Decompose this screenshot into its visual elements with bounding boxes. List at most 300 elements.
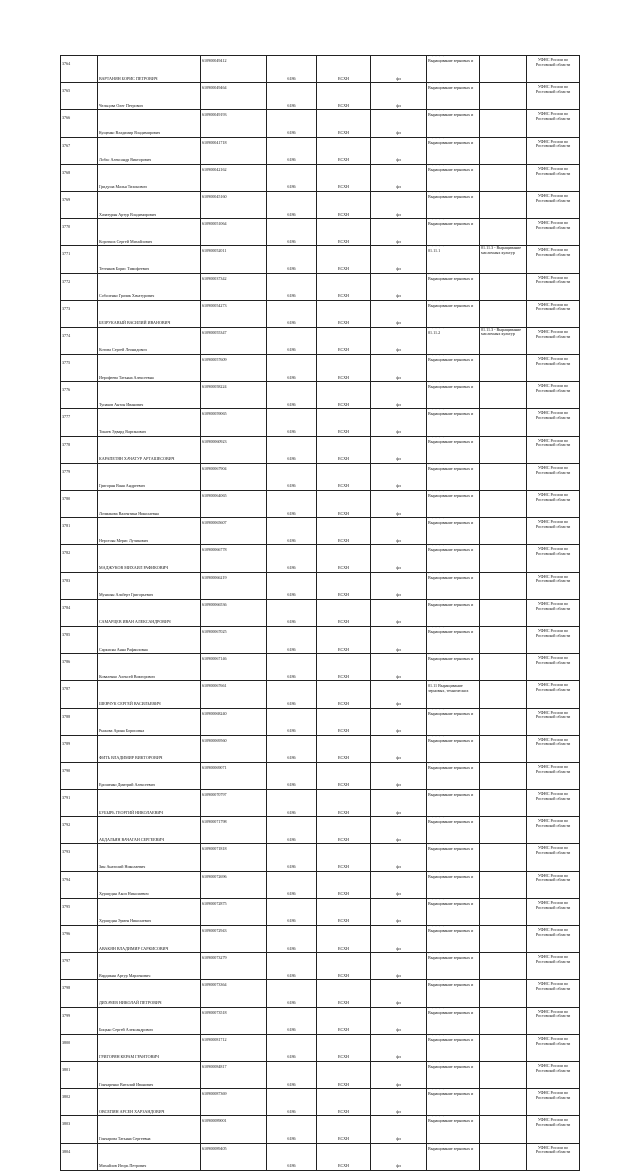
row-number-text: 3778 xyxy=(62,441,71,447)
table-row xyxy=(61,599,580,626)
person-name xyxy=(98,300,201,327)
tax-authority xyxy=(527,572,580,599)
person-name-text: КАРАПЕТЯН ХАЧАТУР АРТАШЕСОВИЧ xyxy=(99,456,175,462)
legal-form xyxy=(371,382,427,409)
tax-authority xyxy=(527,681,580,708)
activity-description-text: Выращивание зерновых и xyxy=(428,112,474,118)
activity-description-text: Выращивание зерновых и xyxy=(428,438,474,444)
person-name xyxy=(98,844,201,871)
person-name xyxy=(98,926,201,953)
tax-regime xyxy=(317,382,371,409)
okved-code-text: 6186 xyxy=(287,1108,296,1114)
row-number-text: 3783 xyxy=(62,577,71,583)
tax-regime-text: ЕСХН xyxy=(337,592,350,598)
activity-description-text: Выращивание зерновых и xyxy=(428,193,474,199)
inn-number xyxy=(201,491,267,518)
row-number-text: 3803 xyxy=(62,1121,71,1127)
row-number xyxy=(61,246,98,273)
inn-number xyxy=(201,273,267,300)
activity-description xyxy=(427,1089,480,1116)
row-number-text: 3785 xyxy=(62,631,71,637)
okved-code xyxy=(267,518,317,545)
additional-activity xyxy=(480,436,527,463)
activity-description-text: Выращивание зерновых и xyxy=(428,384,474,390)
tax-regime-text: ЕСХН xyxy=(337,1027,350,1033)
inn-number-text: 610900081712 xyxy=(202,1036,227,1042)
inn-number xyxy=(201,735,267,762)
legal-form-text: фл xyxy=(396,564,401,570)
tax-regime-text: ЕСХН xyxy=(337,102,350,108)
table-row xyxy=(61,436,580,463)
person-name xyxy=(98,626,201,653)
table-row xyxy=(61,545,580,572)
inn-number xyxy=(201,1007,267,1034)
row-number xyxy=(61,844,98,871)
person-name xyxy=(98,1061,201,1088)
person-name-text: Рыжова Арина Борисовна xyxy=(99,728,145,734)
table-row xyxy=(61,790,580,817)
inn-number-text: 610900049193 xyxy=(202,112,227,118)
tax-authority xyxy=(527,762,580,789)
activity-description-text: 01.11 Выращивание зерновых, технических xyxy=(428,683,469,693)
inn-number-text: 610900037342 xyxy=(202,275,227,281)
inn-number xyxy=(201,355,267,382)
legal-form xyxy=(371,137,427,164)
row-number xyxy=(61,355,98,382)
tax-authority xyxy=(527,953,580,980)
person-name-text: Хачатурян Артур Владимирович xyxy=(99,211,157,217)
table-row xyxy=(61,1089,580,1116)
tax-authority-text: УФНС России по Ростовской области xyxy=(535,165,571,176)
row-number xyxy=(61,1089,98,1116)
inn-number xyxy=(201,762,267,789)
activity-description-text: Выращивание зерновых и xyxy=(428,1063,474,1069)
okved-code-text: 6186 xyxy=(287,891,296,897)
tax-authority xyxy=(527,491,580,518)
code-dots: · · · · · xyxy=(428,164,445,168)
tax-authority-text: УФНС России по Ростовской области xyxy=(535,546,571,557)
inn-number xyxy=(201,1089,267,1116)
okved-code xyxy=(267,164,317,191)
code-dots: · · · · · xyxy=(428,300,445,304)
activity-description-text: Выращивание зерновых и xyxy=(428,493,474,498)
legal-form-text: фл xyxy=(396,1027,401,1033)
legal-form xyxy=(371,953,427,980)
additional-activity xyxy=(480,708,527,735)
okved-code xyxy=(267,599,317,626)
tax-regime xyxy=(317,56,371,83)
additional-activity xyxy=(480,463,527,490)
okved-code xyxy=(267,545,317,572)
activity-description-text: Выращивание зерновых и xyxy=(428,737,474,743)
tax-regime xyxy=(317,273,371,300)
activity-description-text: Выращивание зерновых и xyxy=(428,275,474,281)
table-row xyxy=(61,110,580,137)
additional-activity xyxy=(480,654,527,681)
inn-number-text: 610900067146 xyxy=(202,656,227,662)
tax-regime-text: ЕСХН xyxy=(337,265,350,271)
row-number-text: 3779 xyxy=(62,468,71,474)
inn-number-text: 610900052011 xyxy=(202,248,227,254)
okved-code xyxy=(267,327,317,354)
inn-number xyxy=(201,681,267,708)
activity-description xyxy=(427,953,480,980)
legal-form-text: фл xyxy=(396,265,401,271)
tax-regime-text: ЕСХН xyxy=(337,673,350,679)
activity-description-text: Выращивание зерновых и xyxy=(428,1091,474,1097)
table-row xyxy=(61,1116,580,1143)
row-number xyxy=(61,56,98,83)
tax-authority xyxy=(527,1007,580,1034)
okved-code xyxy=(267,219,317,246)
activity-description-text: Выращивание зерновых и xyxy=(428,1118,474,1124)
additional-activity xyxy=(480,599,527,626)
okved-code xyxy=(267,110,317,137)
activity-description-text: Выращивание зерновых и xyxy=(428,139,474,145)
additional-activity xyxy=(480,110,527,137)
activity-description xyxy=(427,790,480,817)
code-dots: · · · · · xyxy=(428,273,445,277)
activity-description-text: Выращивание зерновых и xyxy=(428,411,474,417)
tax-regime xyxy=(317,300,371,327)
tax-regime-text: ЕСХН xyxy=(337,347,350,353)
tax-authority xyxy=(527,817,580,844)
row-number xyxy=(61,817,98,844)
tax-authority-text: УФНС России по Ростовской области xyxy=(535,899,571,910)
okved-code-text: 6186 xyxy=(287,1163,296,1169)
code-dots: · · · · · xyxy=(428,1034,445,1038)
okved-code xyxy=(267,300,317,327)
table-row xyxy=(61,953,580,980)
inn-number-text: 610900051064 xyxy=(202,221,227,227)
tax-regime-text: ЕСХН xyxy=(337,619,350,625)
activity-description-text: Выращивание зерновых и xyxy=(428,166,474,172)
tax-authority xyxy=(527,83,580,110)
okved-code-text: 6186 xyxy=(287,456,296,462)
activity-description-text: Выращивание зерновых и xyxy=(428,574,474,580)
tax-authority-text: УФНС России по Ростовской области xyxy=(535,192,571,203)
activity-description-text: Выращивание зерновых и xyxy=(428,764,474,770)
okved-code xyxy=(267,355,317,382)
legal-form xyxy=(371,327,427,354)
activity-description xyxy=(427,626,480,653)
legal-form xyxy=(371,681,427,708)
code-dots: · · · · · xyxy=(428,762,445,766)
inn-number-text: 610900064065 xyxy=(202,493,227,498)
tax-regime-text: ЕСХН xyxy=(337,1163,350,1169)
okved-code-text: 6186 xyxy=(287,673,296,679)
okved-code-text: 6186 xyxy=(287,755,296,761)
legal-form-text: фл xyxy=(396,918,401,924)
person-name-text: Гридуша Малья Тихонович xyxy=(99,184,147,190)
legal-form-text: фл xyxy=(396,293,401,299)
inn-number-text: 610900066219 xyxy=(202,574,227,580)
row-number-text: 3765 xyxy=(62,88,71,94)
okved-code-text: 6186 xyxy=(287,619,296,625)
legal-form-text: фл xyxy=(396,864,401,870)
person-name-text: АБДАЛЬЯН ВАЧАГАН СЕРГЕЕВИЧ xyxy=(99,836,165,842)
person-name-text: Коротких Сергей Михайлович xyxy=(99,238,153,244)
legal-form-text: фл xyxy=(396,129,401,135)
legal-form-text: фл xyxy=(396,945,401,951)
code-dots: · · · · · xyxy=(428,55,445,59)
person-name-text: Лочмакова Валентина Николаевна xyxy=(99,510,159,516)
legal-form xyxy=(371,355,427,382)
code-dots: · · · · · xyxy=(428,708,445,712)
legal-form-text: фл xyxy=(396,374,401,380)
tax-regime xyxy=(317,491,371,518)
activity-description xyxy=(427,164,480,191)
tax-regime-text: ЕСХН xyxy=(337,972,350,978)
code-dots: · · · · · xyxy=(428,816,445,821)
okved-code-text: 6186 xyxy=(287,429,296,435)
additional-activity xyxy=(480,382,527,409)
tax-authority xyxy=(527,246,580,273)
code-dots: · · · · · xyxy=(428,572,445,576)
person-name xyxy=(98,1143,201,1170)
row-number-text: 3792 xyxy=(62,822,71,828)
legal-form-text: фл xyxy=(396,75,401,81)
person-name-text: Лобас Александр Викторович xyxy=(99,157,152,163)
inn-number xyxy=(201,817,267,844)
table-row xyxy=(61,681,580,708)
code-dots: · · · · · xyxy=(428,898,445,902)
tax-regime-text: ЕСХН xyxy=(337,184,350,190)
tax-authority-text: УФНС России по Ростовской области xyxy=(535,328,571,339)
row-number-text: 3797 xyxy=(62,958,71,964)
legal-form-text: фл xyxy=(396,537,401,543)
code-dots: · · · · · xyxy=(428,626,445,630)
okved-code xyxy=(267,436,317,463)
activity-description xyxy=(427,898,480,925)
legal-form-text: фл xyxy=(396,456,401,462)
person-name xyxy=(98,708,201,735)
activity-description xyxy=(427,1116,480,1143)
person-name-text: Бицько Сергей Александрович xyxy=(99,1027,153,1033)
inn-number xyxy=(201,626,267,653)
code-dots: · · · · · xyxy=(428,245,445,250)
inn-number-text: 610900055347 xyxy=(202,329,227,335)
table-row xyxy=(61,56,580,83)
additional-activity xyxy=(480,491,527,518)
tax-regime xyxy=(317,871,371,898)
tax-authority-text: УФНС России по Ростовской области xyxy=(535,1008,571,1019)
inn-number-text: 610900072875 xyxy=(202,900,227,906)
inn-number xyxy=(201,382,267,409)
tax-authority xyxy=(527,300,580,327)
activity-description xyxy=(427,436,480,463)
table-row xyxy=(61,164,580,191)
additional-activity xyxy=(480,953,527,980)
tax-authority-text: УФНС России по Ростовской области xyxy=(535,84,571,94)
inn-number-text: 610900054273 xyxy=(202,302,227,308)
tax-authority-text: УФНС России по Ростовской области xyxy=(535,138,571,149)
activity-description-text: 01.11.2 xyxy=(428,329,441,335)
inn-number-text: 610900073364 xyxy=(202,982,227,988)
okved-code-text: 6186 xyxy=(287,809,296,815)
legal-form xyxy=(371,273,427,300)
tax-authority-text: УФНС России по Ростовской области xyxy=(535,627,571,638)
code-dots: · · · · · xyxy=(428,1088,445,1093)
tax-regime xyxy=(317,1116,371,1143)
activity-description xyxy=(427,980,480,1007)
tax-regime xyxy=(317,844,371,871)
inn-number xyxy=(201,1061,267,1088)
row-number xyxy=(61,626,98,653)
row-number-text: 3780 xyxy=(62,496,71,501)
legal-form xyxy=(371,409,427,436)
activity-description xyxy=(427,463,480,490)
okved-code-text: 6186 xyxy=(287,700,296,706)
row-number-text: 3786 xyxy=(62,659,71,665)
inn-number-text: 610900073518 xyxy=(202,1009,227,1015)
tax-regime xyxy=(317,898,371,925)
legal-form xyxy=(371,56,427,83)
tax-authority xyxy=(527,327,580,354)
tax-regime xyxy=(317,164,371,191)
inn-number-text: 610900066778 xyxy=(202,547,227,553)
okved-code xyxy=(267,926,317,953)
okved-code-text: 6186 xyxy=(287,102,296,108)
legal-form-text: фл xyxy=(396,102,401,108)
person-name-text: Гончарова Татьяна Сергеевна xyxy=(99,1135,151,1141)
row-number xyxy=(61,681,98,708)
person-name-text: МАДЖУКОВ МИХАИЛ РАФИКОВИЧ xyxy=(99,564,169,570)
inn-number-text: 610900049464 xyxy=(202,85,227,91)
okved-code-text: 6186 xyxy=(287,646,296,652)
inn-number-text: 610900072943 xyxy=(202,928,227,933)
inn-number-text: 610900057609 xyxy=(202,357,227,363)
inn-number xyxy=(201,300,267,327)
inn-number xyxy=(201,463,267,490)
inn-number-text: 610900045160 xyxy=(202,193,227,199)
tax-authority xyxy=(527,355,580,382)
legal-form xyxy=(371,871,427,898)
activity-description xyxy=(427,572,480,599)
tax-regime xyxy=(317,1034,371,1061)
row-number xyxy=(61,980,98,1007)
legal-form-text: фл xyxy=(396,592,401,598)
tax-authority-text: УФНС России по Ростовской области xyxy=(535,437,571,448)
inn-number-text: 610900069560 xyxy=(202,737,227,743)
person-name xyxy=(98,409,201,436)
okved-code-text: 6186 xyxy=(287,75,296,81)
additional-activity xyxy=(480,1034,527,1061)
tax-authority-text: УФНС России по Ростовской области xyxy=(535,736,571,747)
legal-form-text: фл xyxy=(396,238,401,244)
table-row xyxy=(61,898,580,925)
code-dots: · · · · · xyxy=(428,436,445,440)
tax-regime-text: ЕСХН xyxy=(337,320,350,326)
okved-code-text: 6186 xyxy=(287,293,296,299)
inn-number xyxy=(201,409,267,436)
legal-form-text: фл xyxy=(396,972,401,978)
legal-form-text: фл xyxy=(396,619,401,625)
activity-description xyxy=(427,300,480,327)
tax-authority xyxy=(527,1143,580,1170)
table-row xyxy=(61,382,580,409)
activity-description xyxy=(427,382,480,409)
tax-regime xyxy=(317,545,371,572)
activity-description xyxy=(427,355,480,382)
code-dots: · · · · · xyxy=(428,218,445,223)
person-name xyxy=(98,164,201,191)
inn-number xyxy=(201,246,267,273)
activity-description xyxy=(427,491,480,518)
tax-authority xyxy=(527,654,580,681)
person-name xyxy=(98,898,201,925)
tax-regime xyxy=(317,1007,371,1034)
additional-activity xyxy=(480,518,527,545)
person-name xyxy=(98,790,201,817)
person-name xyxy=(98,436,201,463)
person-name xyxy=(98,1007,201,1034)
legal-form-text: фл xyxy=(396,483,401,489)
additional-activity xyxy=(480,355,527,382)
additional-activity xyxy=(480,817,527,844)
inn-number xyxy=(201,191,267,218)
person-name-text: Ерошенко Дмитрий Алексеевич xyxy=(99,782,155,788)
activity-description xyxy=(427,926,480,953)
row-number xyxy=(61,545,98,572)
okved-code xyxy=(267,762,317,789)
inn-number xyxy=(201,708,267,735)
legal-form-text: фл xyxy=(396,401,401,407)
additional-activity xyxy=(480,790,527,817)
row-number-text: 3772 xyxy=(62,278,71,284)
activity-description xyxy=(427,871,480,898)
tax-authority-text: УФНС России по Ростовской области xyxy=(535,1117,571,1128)
row-number xyxy=(61,898,98,925)
legal-form-text: фл xyxy=(396,755,401,761)
person-name-text: ВАРТАНЯН БОРИС ПЕТРОВИЧ xyxy=(99,75,158,81)
row-number xyxy=(61,599,98,626)
activity-description xyxy=(427,409,480,436)
person-name xyxy=(98,1034,201,1061)
tax-authority xyxy=(527,110,580,137)
row-number xyxy=(61,463,98,490)
legal-form xyxy=(371,491,427,518)
person-name xyxy=(98,518,201,545)
tax-authority-text: УФНС России по Ростовской области xyxy=(535,1144,571,1155)
inn-number-text: 610900072696 xyxy=(202,873,227,879)
tax-regime-text: ЕСХН xyxy=(337,999,350,1005)
inn-number-text: 610900049412 xyxy=(202,58,227,63)
tax-authority xyxy=(527,1116,580,1143)
tax-regime-text: ЕСХН xyxy=(337,429,350,435)
okved-code-text: 6186 xyxy=(287,211,296,217)
legal-form xyxy=(371,1007,427,1034)
inn-number xyxy=(201,980,267,1007)
okved-code xyxy=(267,626,317,653)
tax-authority xyxy=(527,735,580,762)
table-row xyxy=(61,518,580,545)
person-name-text: Мунасян Альберт Григорьевич xyxy=(99,592,153,598)
table-row xyxy=(61,327,580,354)
person-name-text: Хуршудян Эрмен Николаевич xyxy=(99,918,151,924)
inn-number-text: 610900071798 xyxy=(202,819,227,825)
tax-authority xyxy=(527,1061,580,1088)
legal-form xyxy=(371,1116,427,1143)
code-dots: · · · · · xyxy=(428,381,445,386)
inn-number xyxy=(201,327,267,354)
activity-description xyxy=(427,1007,480,1034)
code-dots: · · · · · xyxy=(428,871,445,875)
legal-form-text: фл xyxy=(396,891,401,897)
person-name-text: ФИТЬ ВЛАДИМИР ВИКТОРОВИЧ xyxy=(99,755,163,761)
table-row xyxy=(61,83,580,110)
okved-code xyxy=(267,953,317,980)
